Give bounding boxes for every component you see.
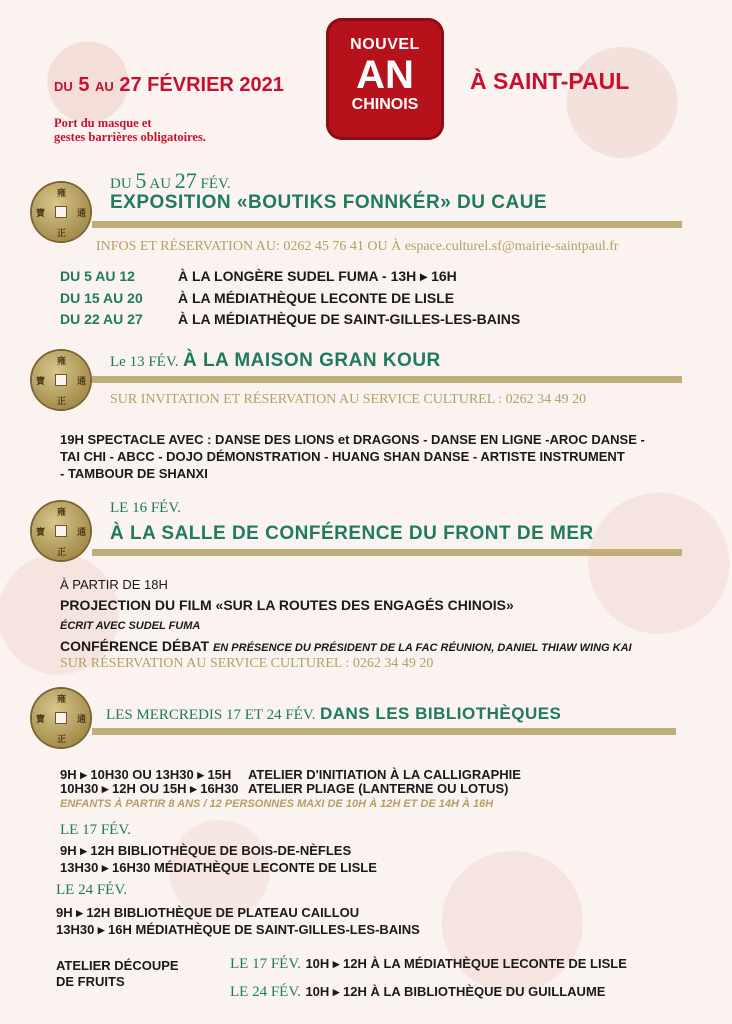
section3-date: LE 16 FÉV. — [110, 500, 181, 516]
section3-from: À PARTIR DE 18H — [60, 577, 168, 592]
section3-projection: PROJECTION DU FILM «SUR LA ROUTES DES ENGAGÉS CHINOIS» — [60, 597, 514, 613]
section3-conference: CONFÉRENCE DÉBAT EN PRÉSENCE DU PRÉSIDENT DE LA FAC RÉUNION, DANIEL THIAW WING KAI — [60, 638, 632, 654]
coin-icon: 雍 寶 通 正 — [32, 183, 90, 241]
section3-divider — [92, 549, 682, 556]
list-item: 13H30 ▸ 16H MÉDIATHÈQUE DE SAINT-GILLES-LES-BAINS — [56, 922, 420, 937]
fruit-workshop-17: LE 17 FÉV. 10H ▸ 12H À LA MÉDIATHÈQUE LECONTE DE LISLE — [230, 956, 627, 972]
date-24-feb: LE 24 FÉV. — [56, 882, 127, 898]
workshop-calligraphy: 9H ▸ 10H30 OU 13H30 ▸ 15H ATELIER D'INITIATION À LA CALLIGRAPHIE — [60, 767, 521, 782]
section2-line1: 19H SPECTACLE AVEC : DANSE DES LIONS et DRAGONS - DANSE EN LIGNE -AROC DANSE - — [60, 432, 645, 447]
workshop-folding: 10H30 ▸ 12H OU 15H ▸ 16H30 ATELIER PLIAGE (LANTERNE OU LOTUS) — [60, 781, 509, 796]
section3-written: ÉCRIT AVEC SUDEL FUMA — [60, 620, 201, 632]
section3-reservation: SUR RÉSERVATION AU SERVICE CULTUREL : 0262 34 49 20 — [60, 656, 434, 671]
coin-icon: 雍 寶 通 正 — [32, 351, 90, 409]
workshop-conditions: ENFANTS À PARTIR 8 ANS / 12 PERSONNES MAXI DE 10H À 12H ET DE 14H À 16H — [60, 798, 494, 810]
coin-icon: 雍 寶 通 正 — [32, 689, 90, 747]
coin-icon: 雍 寶 通 正 — [32, 502, 90, 560]
section3-title: À LA SALLE DE CONFÉRENCE DU FRONT DE MER — [110, 523, 594, 544]
section2-info: SUR INVITATION ET RÉSERVATION AU SERVICE CULTUREL : 0262 34 49 20 — [110, 392, 587, 407]
list-item: DU 15 AU 20 À LA MÉDIATHÈQUE LECONTE DE LISLE — [60, 290, 455, 306]
section2-line2: TAI CHI - ABCC - DOJO DÉMONSTRATION - HUANG SHAN DANSE - ARTISTE INSTRUMENT — [60, 449, 625, 464]
section1-info: INFOS ET RÉSERVATION AU: 0262 45 76 41 OU À espace.culturel.sf@mairie-saintpaul.fr — [96, 239, 619, 254]
fruit-workshop-24: LE 24 FÉV. 10H ▸ 12H À LA BIBLIOTHÈQUE DU GUILLAUME — [230, 984, 606, 1000]
nouvel-an-chinois-logo: NOUVEL AN CHINOIS — [326, 18, 444, 140]
section2-line3: - TAMBOUR DE SHANXI — [60, 466, 208, 481]
sanitary-notice: Port du masque et gestes barrières obligatoires. — [54, 116, 206, 144]
list-item: DU 5 AU 12 À LA LONGÈRE SUDEL FUMA - 13H ▸ 16H — [60, 268, 457, 284]
event-city: À SAINT-PAUL — [470, 68, 630, 94]
date-17-feb: LE 17 FÉV. — [60, 822, 131, 838]
list-item: 9H ▸ 12H BIBLIOTHÈQUE DE PLATEAU CAILLOU — [56, 905, 360, 920]
section1-divider — [92, 221, 682, 228]
list-item: DU 22 AU 27 À LA MÉDIATHÈQUE DE SAINT-GILLES-LES-BAINS — [60, 311, 521, 327]
section1-date: DU 5 AU 27 FÉV. — [110, 168, 231, 193]
event-dates: DU 5 AU 27 FÉVRIER 2021 — [54, 74, 284, 96]
section1-title: EXPOSITION «BOUTIKS FONNKÉR» DU CAUE — [110, 192, 548, 213]
list-item: 13H30 ▸ 16H30 MÉDIATHÈQUE LECONTE DE LISLE — [60, 860, 377, 875]
section4-heading: LES MERCREDIS 17 ET 24 FÉV. DANS LES BIBLIOTHÈQUES — [106, 704, 562, 723]
fruit-workshop-label: ATELIER DÉCOUPE DE FRUITS — [56, 958, 179, 989]
section2-heading: Le 13 FÉV. À LA MAISON GRAN KOUR — [110, 350, 441, 371]
section4-divider — [92, 728, 676, 735]
list-item: 9H ▸ 12H BIBLIOTHÈQUE DE BOIS-DE-NÈFLES — [60, 843, 352, 858]
section2-divider — [92, 376, 682, 383]
